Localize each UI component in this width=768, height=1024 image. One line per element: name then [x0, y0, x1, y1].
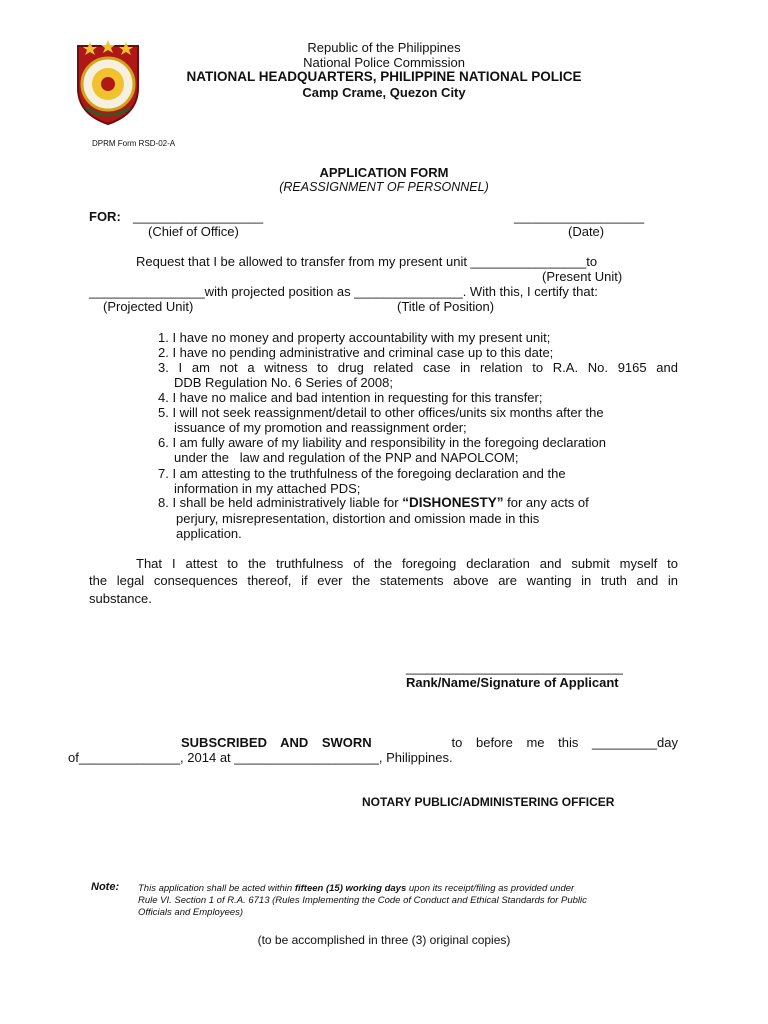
cert-item-2: 2. I have no pending administrative and criminal case up to this date; [158, 345, 554, 360]
chief-label: (Chief of Office) [148, 224, 239, 239]
sworn-line-1 [181, 735, 678, 750]
signature-line[interactable]: ______________________________ [406, 660, 623, 675]
date-blank[interactable]: __________________ [514, 209, 645, 224]
cert-item-8-cont2: application. [176, 526, 242, 541]
note-working-days: fifteen (15) working days [294, 883, 407, 894]
dishonesty-term: “DISHONESTY” [402, 495, 504, 510]
note-line-1 [138, 883, 574, 894]
cert-item-3: 3. I am not a witness to drug related case in relation to R.A. No. 9165 and [158, 360, 678, 375]
header-napolcom: National Police Commission [303, 55, 465, 70]
attest-line-3: substance. [89, 591, 152, 606]
cert-item-6: 6. I am fully aware of my liability and responsibility in the foregoing declaration [158, 435, 607, 450]
attest-line-2: the legal consequences thereof, if ever the statements above are wanting in truth and in [89, 573, 678, 588]
cert-item-1: 1. I have no money and property accountability with my present unit; [158, 330, 551, 345]
note-line-3: Officials and Employees) [138, 907, 244, 918]
attest-line-1: That I attest to the truthfulness of the foregoing declaration and submit myself to [136, 556, 678, 571]
cert-item-7-cont: information in my attached PDS; [174, 481, 361, 496]
request-line-2: ________________with projected position as _______________. With this, I certify that: [89, 284, 598, 299]
notary-label: NOTARY PUBLIC/ADMINISTERING OFFICER [362, 795, 615, 809]
form-title: APPLICATION FORM [319, 165, 449, 180]
cert-item-5: 5. I will not seek reassignment/detail to other offices/units six months after the [158, 405, 604, 420]
note-line-2: Rule VI. Section 1 of R.A. 6713 (Rules Implementing the Code of Conduct and Ethical Standards for Public [138, 895, 587, 906]
cert-item-8 [158, 495, 589, 510]
cert-item-4: 4. I have no malice and bad intention in requesting for this transfer; [158, 390, 543, 405]
chief-blank[interactable]: __________________ [133, 209, 264, 224]
cert-item-6-cont: under the law and regulation of the PNP and NAPOLCOM; [174, 450, 519, 465]
note-line-1-a: This application shall be acted within [138, 883, 295, 894]
signature-label: Rank/Name/Signature of Applicant [406, 675, 619, 690]
projected-unit-label: (Projected Unit) [103, 299, 194, 314]
header-pnp-hq: NATIONAL HEADQUARTERS, PHILIPPINE NATIONAL POLICE [186, 69, 582, 84]
request-line-1: Request that I be allowed to transfer from my present unit ________________to [136, 254, 598, 269]
cert-item-8-pre: 8. I shall be held administratively liable for [158, 495, 403, 510]
present-unit-label: (Present Unit) [542, 269, 623, 284]
sworn-line-2: of______________, 2014 at ____________________, Philippines. [68, 750, 453, 765]
header-camp: Camp Crame, Quezon City [302, 85, 466, 100]
form-code: DPRM Form RSD-02-A [92, 139, 176, 148]
form-subtitle: (REASSIGNMENT OF PERSONNEL) [279, 180, 489, 194]
note-label: Note: [91, 881, 120, 893]
cert-item-8-cont: perjury, misrepresentation, distortion and omission made in this [176, 511, 540, 526]
cert-item-5-cont: issuance of my promotion and reassignment order; [174, 420, 467, 435]
cert-item-7: 7. I am attesting to the truthfulness of the foregoing declaration and the [158, 466, 566, 481]
sworn-rest: to before me this _________day [451, 735, 678, 750]
cert-item-8-post: for any acts of [503, 495, 589, 510]
note-line-1-c: upon its receipt/filing as provided under [406, 883, 575, 894]
date-label: (Date) [568, 224, 605, 239]
sworn-bold: SUBSCRIBED AND SWORN [181, 735, 372, 750]
title-position-label: (Title of Position) [397, 299, 495, 314]
cert-item-3-cont: DDB Regulation No. 6 Series of 2008; [174, 375, 393, 390]
for-label: FOR: [89, 209, 121, 224]
copies-note: (to be accomplished in three (3) original copies) [257, 933, 511, 947]
header-republic: Republic of the Philippines [307, 40, 461, 55]
